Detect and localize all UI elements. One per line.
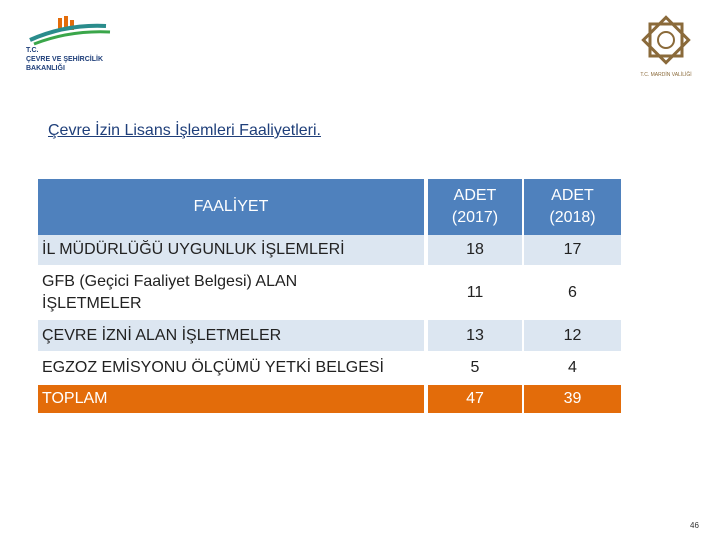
total-2017-value: 47 bbox=[428, 385, 522, 413]
ministry-logo bbox=[26, 16, 126, 72]
header-2018 bbox=[524, 179, 621, 235]
governorship-caption: T.C. MARDİN VALİLİĞİ bbox=[640, 72, 692, 78]
header-2017 bbox=[428, 179, 522, 235]
ministry-name-line3: BAKANLIĞI bbox=[26, 65, 65, 72]
ministry-logo-icon bbox=[26, 16, 126, 46]
row-2017-value: 18 bbox=[428, 235, 522, 265]
row-activity-line2: İŞLETMELER bbox=[42, 294, 142, 312]
header-activity bbox=[38, 179, 424, 235]
ministry-name-line1: T.C. bbox=[26, 47, 39, 54]
table-header-row bbox=[38, 179, 621, 235]
total-label: TOPLAM bbox=[38, 385, 424, 413]
table-total-row bbox=[38, 385, 621, 413]
table-row bbox=[38, 266, 621, 319]
header-activity-label: FAALİYET bbox=[193, 198, 269, 215]
row-activity bbox=[38, 266, 424, 319]
row-activity: EGZOZ EMİSYONU ÖLÇÜMÜ YETKİ BELGESİ bbox=[38, 352, 424, 384]
table-row bbox=[38, 235, 621, 265]
table-row bbox=[38, 320, 621, 351]
row-activity: ÇEVRE İZNİ ALAN İŞLETMELER bbox=[38, 320, 424, 351]
page-title: Çevre İzin Lisans İşlemleri Faaliyetleri. bbox=[48, 122, 321, 139]
ministry-name-line2: ÇEVRE VE ŞEHİRCİLİK bbox=[26, 56, 104, 63]
row-activity: İL MÜDÜRLÜĞÜ UYGUNLUK İŞLEMLERİ bbox=[38, 235, 424, 265]
governorship-logo bbox=[632, 14, 700, 80]
row-activity-line1: GFB (Geçici Faaliyet Belgesi) ALAN bbox=[42, 272, 298, 290]
governorship-seal-icon bbox=[632, 14, 700, 70]
table-row bbox=[38, 352, 621, 384]
total-2018-value: 39 bbox=[524, 385, 621, 413]
header-2017-line1: ADET bbox=[453, 187, 497, 204]
row-2018-value: 17 bbox=[524, 235, 621, 265]
header-2018-line2: (2018) bbox=[549, 209, 596, 226]
header-2018-line1: ADET bbox=[551, 187, 594, 204]
row-2017-value: 11 bbox=[428, 266, 522, 319]
header-2017-line2: (2017) bbox=[451, 209, 499, 226]
row-2018-value: 4 bbox=[524, 352, 621, 384]
row-2018-value: 12 bbox=[524, 320, 621, 351]
row-2017-value: 13 bbox=[428, 320, 522, 351]
row-2018-value: 6 bbox=[524, 266, 621, 319]
row-2017-value: 5 bbox=[428, 352, 522, 384]
page-number: 46 bbox=[690, 521, 699, 530]
